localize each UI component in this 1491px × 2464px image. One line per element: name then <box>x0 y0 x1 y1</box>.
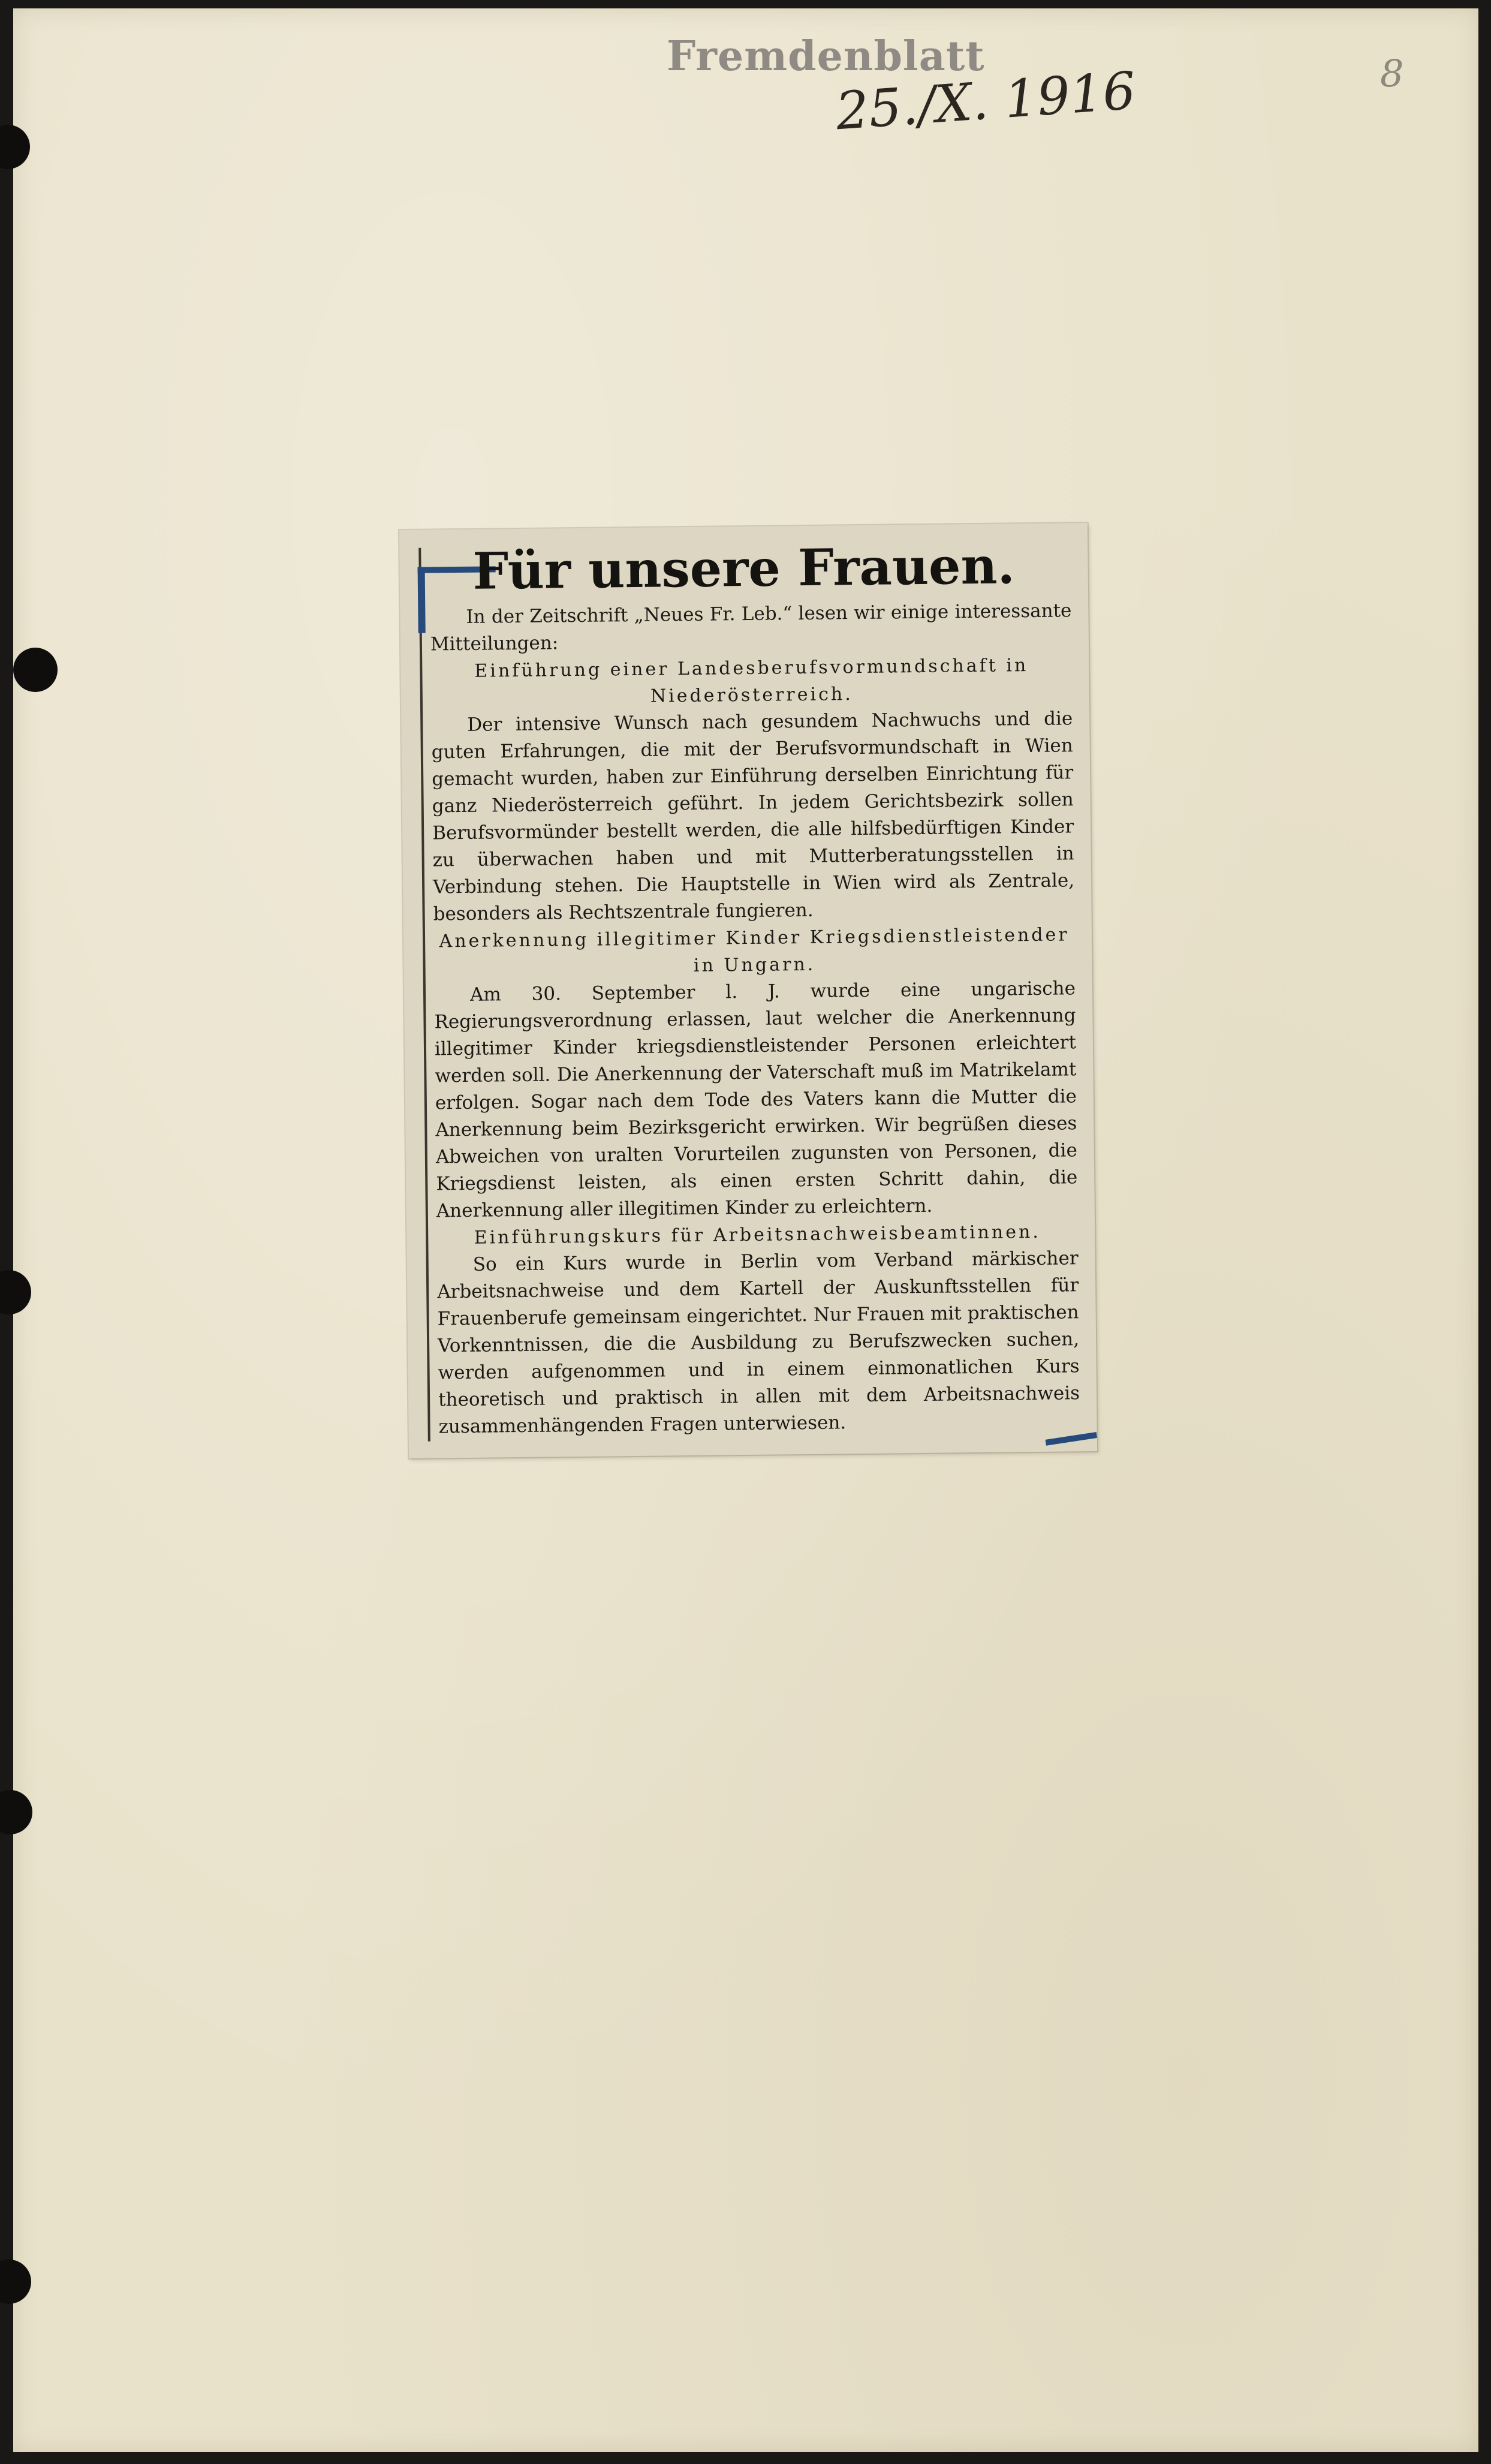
article-body <box>430 597 1080 1440</box>
page-number: 8 <box>1380 52 1404 95</box>
section-title: Einführungskurs für Arbeitsnachweisbeamtinnen. <box>474 1221 1041 1248</box>
section-title: Anerkennung illegitimer Kinder Kriegsdienstleistender in Ungarn. <box>439 924 1070 976</box>
article-headline: Für unsere Frauen. <box>472 535 1016 601</box>
punch-hole <box>13 648 58 692</box>
handwritten-date: 25./X. 1916 <box>834 61 1138 142</box>
newspaper-stamp: Fremdenblatt <box>667 32 985 80</box>
section-text: Am 30. September l. J. wurde eine ungarische Regierungsverordnung erlassen, laut welcher die Anerkennung illegitimer Kinder kriegsdienstleistender Personen erleichtert werden soll. Die Anerkennung der Vaterschaft muß im Matrikelamt erfolgen. Sogar nach dem Tode des Vaters kann die Mutter die Anerkennung beim Bezirksgericht erwirken. Wir begrüßen dieses Abweichen von uralten Vorurteilen zugunsten von Personen, die Kriegsdienst leisten, als einen ersten Schritt dahin, die Anerkennung aller illegitimen Kinder zu erleichtern. <box>434 977 1078 1222</box>
column-rule <box>418 548 430 1442</box>
section-text: Der intensive Wunsch nach gesundem Nachwuchs und die guten Erfahrungen, die mit der Berufsvormundschaft in Wien gemacht wurden, haben zur Einführung derselben Einrichtung für ganz Niederösterreich geführt. In jedem Gerichtsbezirk sollen Berufsvormünder bestellt werden, die alle hilfsbedürftigen Kinder zu überwachen haben und mit Mutterberatungsstellen in Verbindung stehen. Die Hauptstelle in Wien wird als Zentrale, besonders als Rechtszentrale fungieren. <box>431 708 1075 925</box>
section-title: Einführung einer Landesberufsvormundschaft in Niederösterreich. <box>474 655 1029 707</box>
section-text: So ein Kurs wurde in Berlin vom Verband märkischer Arbeitsnachweise und dem Kartell der Auskunftsstellen für Frauenberufe gemeinsam eingerichtet. Nur Frauen mit praktischen Vorkenntnissen, die die Ausbildung zu Berufszwecken suchen, werden aufgenommen und in einem einmonatlichen Kurs theoretisch und praktisch in allen mit dem Arbeitsnachweis zusammenhängenden Fragen unterwiesen. <box>437 1247 1080 1438</box>
article-intro: In der Zeitschrift „Neues Fr. Leb.“ lesen wir einige interessante Mitteilungen: <box>430 600 1072 655</box>
archive-sheet <box>13 8 1478 2452</box>
newspaper-clipping <box>399 523 1097 1458</box>
